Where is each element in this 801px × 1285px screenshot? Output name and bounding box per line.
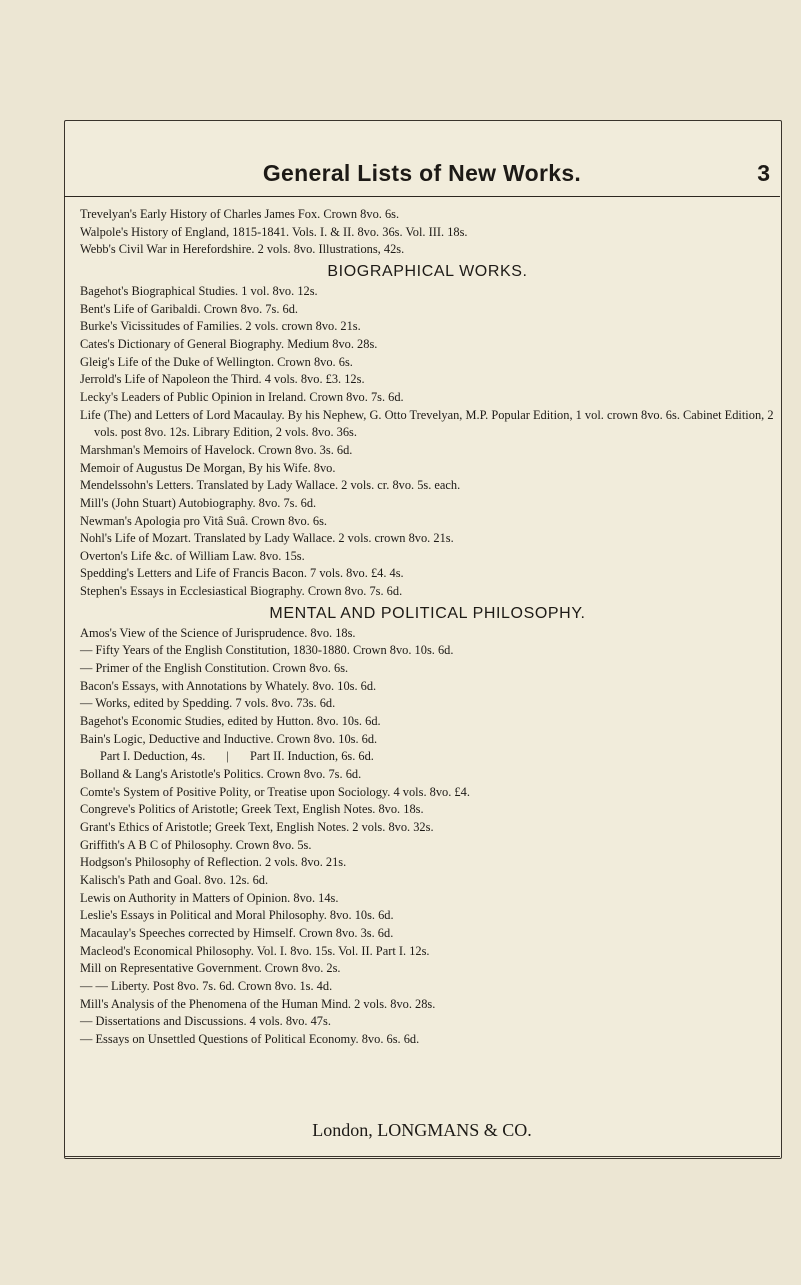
publisher-imprint: London, LONGMANS & CO. — [312, 1120, 532, 1140]
page-number: 3 — [757, 160, 770, 186]
list-item: Lecky's Leaders of Public Opinion in Ireland. Crown 8vo. 7s. 6d. — [80, 389, 404, 404]
list-item: Grant's Ethics of Aristotle; Greek Text, English Notes. 2 vols. 8vo. 32s. — [80, 820, 434, 834]
list-item: Webb's Civil War in Herefordshire. 2 vols. 8vo. Illustrations, 42s. — [80, 242, 405, 257]
list-item: — Fifty Years of the English Constitution, 1830-1880. Crown 8vo. 10s. 6d. — [80, 643, 454, 658]
list-item: Bain's Logic, Deductive and Inductive. Crown 8vo. 10s. 6d. — [80, 731, 378, 746]
list-item: Gleig's Life of the Duke of Wellington. Crown 8vo. 6s. — [80, 354, 353, 369]
list-item: Stephen's Essays in Ecclesiastical Biography. Crown 8vo. 7s. 6d. — [80, 584, 403, 599]
list-item: Trevelyan's Early History of Charles James Fox. Crown 8vo. 6s. — [80, 207, 400, 221]
page-header — [64, 156, 780, 197]
list-item: Lewis on Authority in Matters of Opinion. 8vo. 14s. — [80, 890, 339, 905]
list-item: Mill's Analysis of the Phenomena of the Human Mind. 2 vols. 8vo. 28s. — [80, 996, 436, 1011]
list-item: Jerrold's Life of Napoleon the Third. 4 vols. 8vo. £3. 12s. — [80, 372, 365, 387]
list-item: — Primer of the English Constitution. Crown 8vo. 6s. — [80, 661, 349, 676]
list-item: Memoir of Augustus De Morgan, By his Wife. 8vo. — [80, 460, 336, 475]
list-item: Macleod's Economical Philosophy. Vol. I. 8vo. 15s. Vol. II. Part I. 12s. — [80, 943, 430, 958]
list-item: Griffith's A B C of Philosophy. Crown 8vo. 5s. — [80, 837, 312, 852]
list-item: Nohl's Life of Mozart. Translated by Lady Wallace. 2 vols. crown 8vo. 21s. — [80, 531, 454, 546]
list-item: Cates's Dictionary of General Biography. Medium 8vo. 28s. — [80, 336, 378, 351]
bain-part-one: Part I. Deduction, 4s. — [100, 749, 206, 764]
list-item: Bagehot's Biographical Studies. 1 vol. 8vo. 12s. — [80, 283, 318, 298]
section-heading-mental: MENTAL AND POLITICAL PHILOSOPHY. — [269, 604, 586, 622]
list-item: Bagehot's Economic Studies, edited by Hutton. 8vo. 10s. 6d. — [80, 714, 381, 729]
list-item: — Dissertations and Discussions. 4 vols. 8vo. 47s. — [80, 1014, 331, 1029]
list-item: — — Liberty. Post 8vo. 7s. 6d. Crown 8vo. 1s. 4d. — [80, 978, 333, 993]
list-item: — Works, edited by Spedding. 7 vols. 8vo. 73s. 6d. — [80, 696, 336, 711]
section-heading-biographical: BIOGRAPHICAL WORKS. — [327, 262, 528, 280]
list-item: Comte's System of Positive Polity, or Treatise upon Sociology. 4 vols. 8vo. £4. — [80, 784, 470, 799]
list-item: Burke's Vicissitudes of Families. 2 vols. crown 8vo. 21s. — [80, 319, 361, 334]
list-item: Kalisch's Path and Goal. 8vo. 12s. 6d. — [80, 872, 269, 887]
list-item: Marshman's Memoirs of Havelock. Crown 8vo. 3s. 6d. — [80, 442, 353, 457]
biographical-list — [80, 283, 775, 601]
bain-part-divider: | — [226, 749, 229, 764]
list-item: Walpole's History of England, 1815-1841. Vols. I. & II. 8vo. 36s. Vol. III. 18s. — [80, 224, 468, 239]
list-item: Leslie's Essays in Political and Moral Philosophy. 8vo. 10s. 6d. — [80, 908, 394, 923]
list-item: — Essays on Unsettled Questions of Political Economy. 8vo. 6s. 6d. — [80, 1031, 420, 1046]
bain-parts — [80, 748, 775, 766]
list-item: Macaulay's Speeches corrected by Himself. Crown 8vo. 3s. 6d. — [80, 925, 394, 940]
list-item: Life (The) and Letters of Lord Macaulay. By his Nephew, G. Otto Trevelyan, M.P. Popular Edition, 1 vol. crown 8vo. 6s. Cabinet Edition, 2 vols. post 8vo. 12s. Library Edition, 2 vols. 8vo. 36s. — [80, 407, 774, 440]
list-item: Congreve's Politics of Aristotle; Greek Text, English Notes. 8vo. 18s. — [80, 802, 424, 817]
bain-part-two: Part II. Induction, 6s. 6d. — [250, 749, 374, 764]
page-title: General Lists of New Works. — [262, 160, 582, 186]
list-item: Mill on Representative Government. Crown 8vo. 2s. — [80, 961, 341, 976]
list-item: Overton's Life &c. of William Law. 8vo. 15s. — [80, 548, 305, 563]
list-item: Bolland & Lang's Aristotle's Politics. Crown 8vo. 7s. 6d. — [80, 767, 362, 782]
history-list — [80, 206, 775, 259]
list-item: Bent's Life of Garibaldi. Crown 8vo. 7s. 6d. — [80, 301, 299, 316]
list-item: Mendelssohn's Letters. Translated by Lady Wallace. 2 vols. cr. 8vo. 5s. each. — [80, 478, 461, 493]
content — [80, 206, 775, 1049]
list-item: Mill's (John Stuart) Autobiography. 8vo. 7s. 6d. — [80, 495, 317, 510]
list-item: Hodgson's Philosophy of Reflection. 2 vols. 8vo. 21s. — [80, 855, 347, 870]
bottom-rule — [64, 1156, 780, 1157]
mental-list — [80, 625, 775, 1049]
list-item: Spedding's Letters and Life of Francis Bacon. 7 vols. 8vo. £4. 4s. — [80, 566, 404, 581]
list-item: Amos's View of the Science of Jurisprudence. 8vo. 18s. — [80, 625, 356, 640]
list-item: Newman's Apologia pro Vitâ Suâ. Crown 8vo. 6s. — [80, 513, 327, 528]
list-item: Bacon's Essays, with Annotations by Whately. 8vo. 10s. 6d. — [80, 678, 377, 693]
